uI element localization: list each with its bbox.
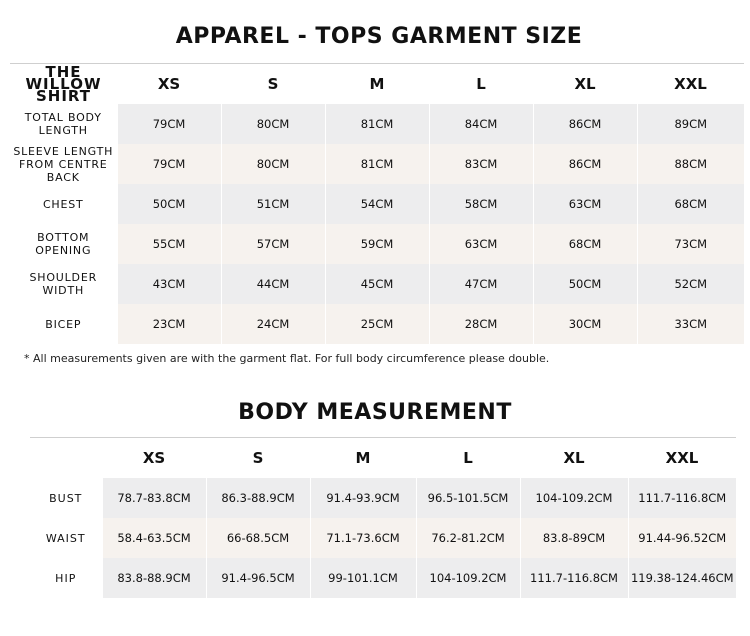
row-label: SHOULDER WIDTH — [29, 271, 98, 297]
tops-size-header: L — [476, 75, 486, 93]
table-cell: 89CM — [637, 104, 744, 144]
tops-corner-label: THE WILLOW SHIRT — [25, 63, 102, 105]
table-cell: 50CM — [533, 264, 637, 304]
table-cell: 81CM — [325, 104, 429, 144]
measurement-footnote: * All measurements given are with the garment flat. For full body circumference please double. — [24, 352, 550, 365]
table-cell: 52CM — [637, 264, 744, 304]
table-cell: 76.2-81.2CM — [416, 518, 520, 558]
tops-size-header: M — [369, 75, 385, 93]
body-size-header: XXL — [665, 449, 699, 467]
table-cell: 99-101.1CM — [310, 558, 416, 598]
table-cell: 119.38-124.46CM — [628, 558, 736, 598]
table-row — [10, 144, 744, 184]
table-row — [30, 518, 736, 558]
table-cell: 83.8-88.9CM — [102, 558, 206, 598]
table-cell: 59CM — [325, 224, 429, 264]
row-label: SLEEVE LENGTH FROM CENTRE BACK — [13, 144, 114, 184]
body-size-header: L — [463, 449, 473, 467]
tops-header-row — [10, 64, 744, 105]
table-cell: 58CM — [429, 184, 533, 224]
body-corner-label — [30, 438, 102, 479]
table-cell: 96.5-101.5CM — [416, 478, 520, 518]
body-size-header: XS — [142, 449, 166, 467]
table-cell: 71.1-73.6CM — [310, 518, 416, 558]
tops-size-header: XL — [574, 75, 596, 93]
table-cell: 104-109.2CM — [520, 478, 628, 518]
body-measurement-table — [30, 437, 736, 598]
row-label: TOTAL BODY LENGTH — [24, 111, 102, 137]
table-cell: 91.4-93.9CM — [310, 478, 416, 518]
table-row — [10, 224, 744, 264]
table-cell: 104-109.2CM — [416, 558, 520, 598]
table-cell: 63CM — [533, 184, 637, 224]
row-label: WAIST — [45, 531, 86, 545]
table-row — [10, 304, 744, 344]
table-cell: 84CM — [429, 104, 533, 144]
table-cell: 24CM — [221, 304, 325, 344]
table-cell: 63CM — [429, 224, 533, 264]
table-cell: 23CM — [117, 304, 221, 344]
table-cell: 81CM — [325, 144, 429, 184]
tops-size-header: XS — [157, 75, 181, 93]
table-cell: 68CM — [533, 224, 637, 264]
table-cell: 50CM — [117, 184, 221, 224]
table-cell: 80CM — [221, 144, 325, 184]
row-label: BOTTOM OPENING — [35, 231, 92, 257]
table-cell: 83CM — [429, 144, 533, 184]
table-cell: 79CM — [117, 104, 221, 144]
tops-garment-size-title: APPAREL - TOPS GARMENT SIZE — [175, 24, 583, 49]
body-size-header: XL — [563, 449, 585, 467]
table-row — [30, 478, 736, 518]
table-cell: 43CM — [117, 264, 221, 304]
body-size-header: S — [252, 449, 264, 467]
table-cell: 45CM — [325, 264, 429, 304]
tops-size-header: S — [267, 75, 279, 93]
table-cell: 28CM — [429, 304, 533, 344]
table-cell: 86CM — [533, 144, 637, 184]
table-cell: 111.7-116.8CM — [628, 478, 736, 518]
table-cell: 86CM — [533, 104, 637, 144]
table-cell: 25CM — [325, 304, 429, 344]
table-cell: 54CM — [325, 184, 429, 224]
table-cell: 58.4-63.5CM — [102, 518, 206, 558]
tops-size-header: XXL — [674, 75, 707, 93]
table-cell: 51CM — [221, 184, 325, 224]
row-label: BICEP — [45, 317, 82, 331]
table-row — [30, 558, 736, 598]
table-cell: 44CM — [221, 264, 325, 304]
table-cell: 79CM — [117, 144, 221, 184]
table-cell: 80CM — [221, 104, 325, 144]
table-cell: 91.4-96.5CM — [206, 558, 310, 598]
table-cell: 91.44-96.52CM — [628, 518, 736, 558]
table-cell: 111.7-116.8CM — [520, 558, 628, 598]
table-cell: 78.7-83.8CM — [102, 478, 206, 518]
table-cell: 68CM — [637, 184, 744, 224]
tops-garment-size-table — [10, 63, 744, 344]
body-header-row — [30, 438, 736, 479]
table-cell: 33CM — [637, 304, 744, 344]
table-cell: 86.3-88.9CM — [206, 478, 310, 518]
row-label: CHEST — [42, 197, 84, 211]
table-cell: 66-68.5CM — [206, 518, 310, 558]
row-label: HIP — [55, 571, 77, 585]
table-cell: 47CM — [429, 264, 533, 304]
row-label: BUST — [49, 491, 83, 505]
table-row — [10, 264, 744, 304]
table-cell: 88CM — [637, 144, 744, 184]
body-size-header: M — [355, 449, 371, 467]
table-cell: 73CM — [637, 224, 744, 264]
table-cell: 57CM — [221, 224, 325, 264]
body-measurement-title: BODY MEASUREMENT — [238, 400, 512, 425]
table-row — [10, 104, 744, 144]
table-row — [10, 184, 744, 224]
table-cell: 30CM — [533, 304, 637, 344]
table-cell: 55CM — [117, 224, 221, 264]
table-cell: 83.8-89CM — [520, 518, 628, 558]
